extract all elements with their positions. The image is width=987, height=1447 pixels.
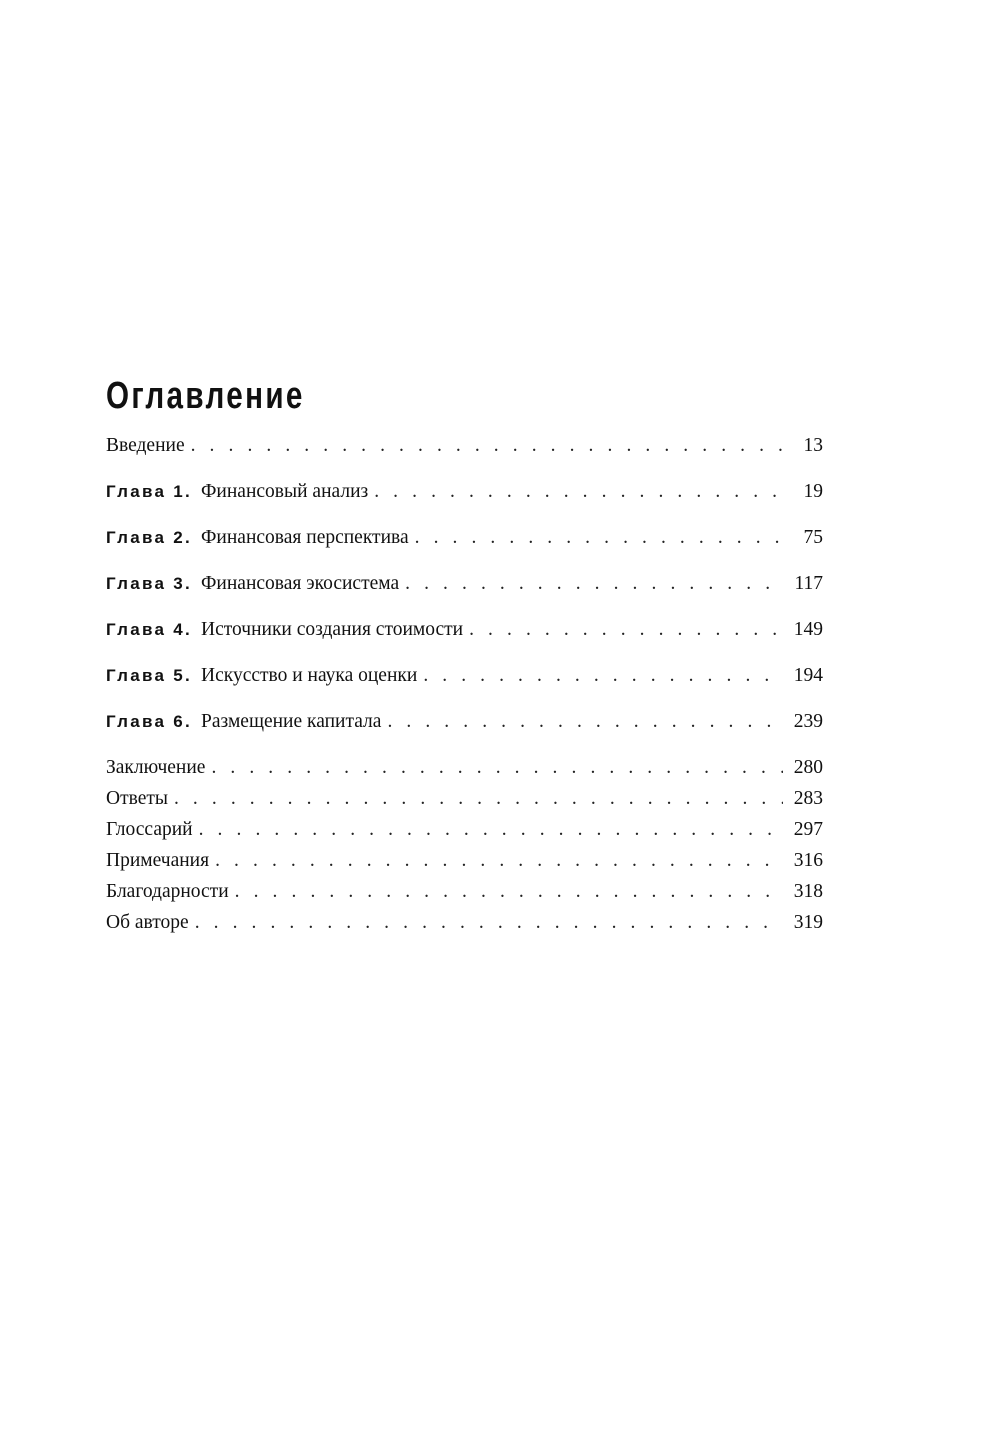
page-number: 297 (793, 819, 823, 840)
dot-leader (174, 787, 783, 811)
chapter-label: Глава 6. (106, 712, 193, 731)
dot-leader (374, 480, 783, 504)
entry-title: Благодарности (106, 881, 229, 902)
toc-entry[interactable] (106, 787, 823, 811)
toc-entry[interactable] (106, 664, 823, 688)
page-number: 19 (803, 481, 823, 502)
page-number: 318 (793, 881, 823, 902)
entry-title: Источники создания стоимости (201, 619, 464, 640)
chapter-label: Глава 3. (106, 574, 193, 593)
toc-entry[interactable] (106, 480, 823, 504)
page-number: 75 (803, 527, 823, 548)
chapter-label: Глава 1. (106, 482, 193, 501)
dot-leader (235, 880, 783, 904)
dot-leader (423, 664, 783, 688)
toc-entry[interactable] (106, 880, 823, 904)
toc-entry[interactable] (106, 818, 823, 842)
page-number: 316 (793, 850, 823, 871)
toc-entry[interactable] (106, 618, 823, 642)
page-number: 117 (794, 573, 823, 594)
dot-leader (211, 756, 783, 780)
entry-title: Финансовая перспектива (201, 527, 409, 548)
dot-leader (195, 911, 783, 935)
page-number: 239 (793, 711, 823, 732)
toc-entry[interactable] (106, 572, 823, 596)
toc-entry[interactable] (106, 911, 823, 935)
page-number: 319 (793, 912, 823, 933)
entry-title: Об авторе (106, 912, 189, 933)
entry-title: Финансовый анализ (201, 481, 369, 502)
toc-entry[interactable] (106, 756, 823, 780)
toc-entry[interactable] (106, 526, 823, 550)
chapter-label: Глава 2. (106, 528, 193, 547)
chapter-label: Глава 5. (106, 666, 193, 685)
page-number: 194 (793, 665, 823, 686)
page-number: 149 (793, 619, 823, 640)
toc-heading: Оглавление (106, 375, 305, 417)
entry-title: Размещение капитала (201, 711, 382, 732)
dot-leader (191, 434, 783, 458)
table-of-contents (106, 368, 823, 942)
entry-title: Примечания (106, 850, 210, 871)
entry-title: Искусство и наука оценки (201, 665, 418, 686)
page-number: 283 (793, 788, 823, 809)
toc-list (106, 434, 823, 935)
dot-leader (405, 572, 783, 596)
dot-leader (415, 526, 783, 550)
dot-leader (199, 818, 783, 842)
entry-title: Финансовая экосистема (201, 573, 400, 594)
page-number: 13 (803, 435, 823, 456)
page-number: 280 (793, 757, 823, 778)
entry-title: Заключение (106, 757, 206, 778)
chapter-label: Глава 4. (106, 620, 193, 639)
toc-entry[interactable] (106, 434, 823, 458)
dot-leader (469, 618, 783, 642)
dot-leader (387, 710, 783, 734)
entry-title: Ответы (106, 788, 168, 809)
dot-leader (215, 849, 783, 873)
toc-entry[interactable] (106, 710, 823, 734)
entry-title: Введение (106, 435, 185, 456)
entry-title: Глоссарий (106, 819, 193, 840)
toc-entry[interactable] (106, 849, 823, 873)
